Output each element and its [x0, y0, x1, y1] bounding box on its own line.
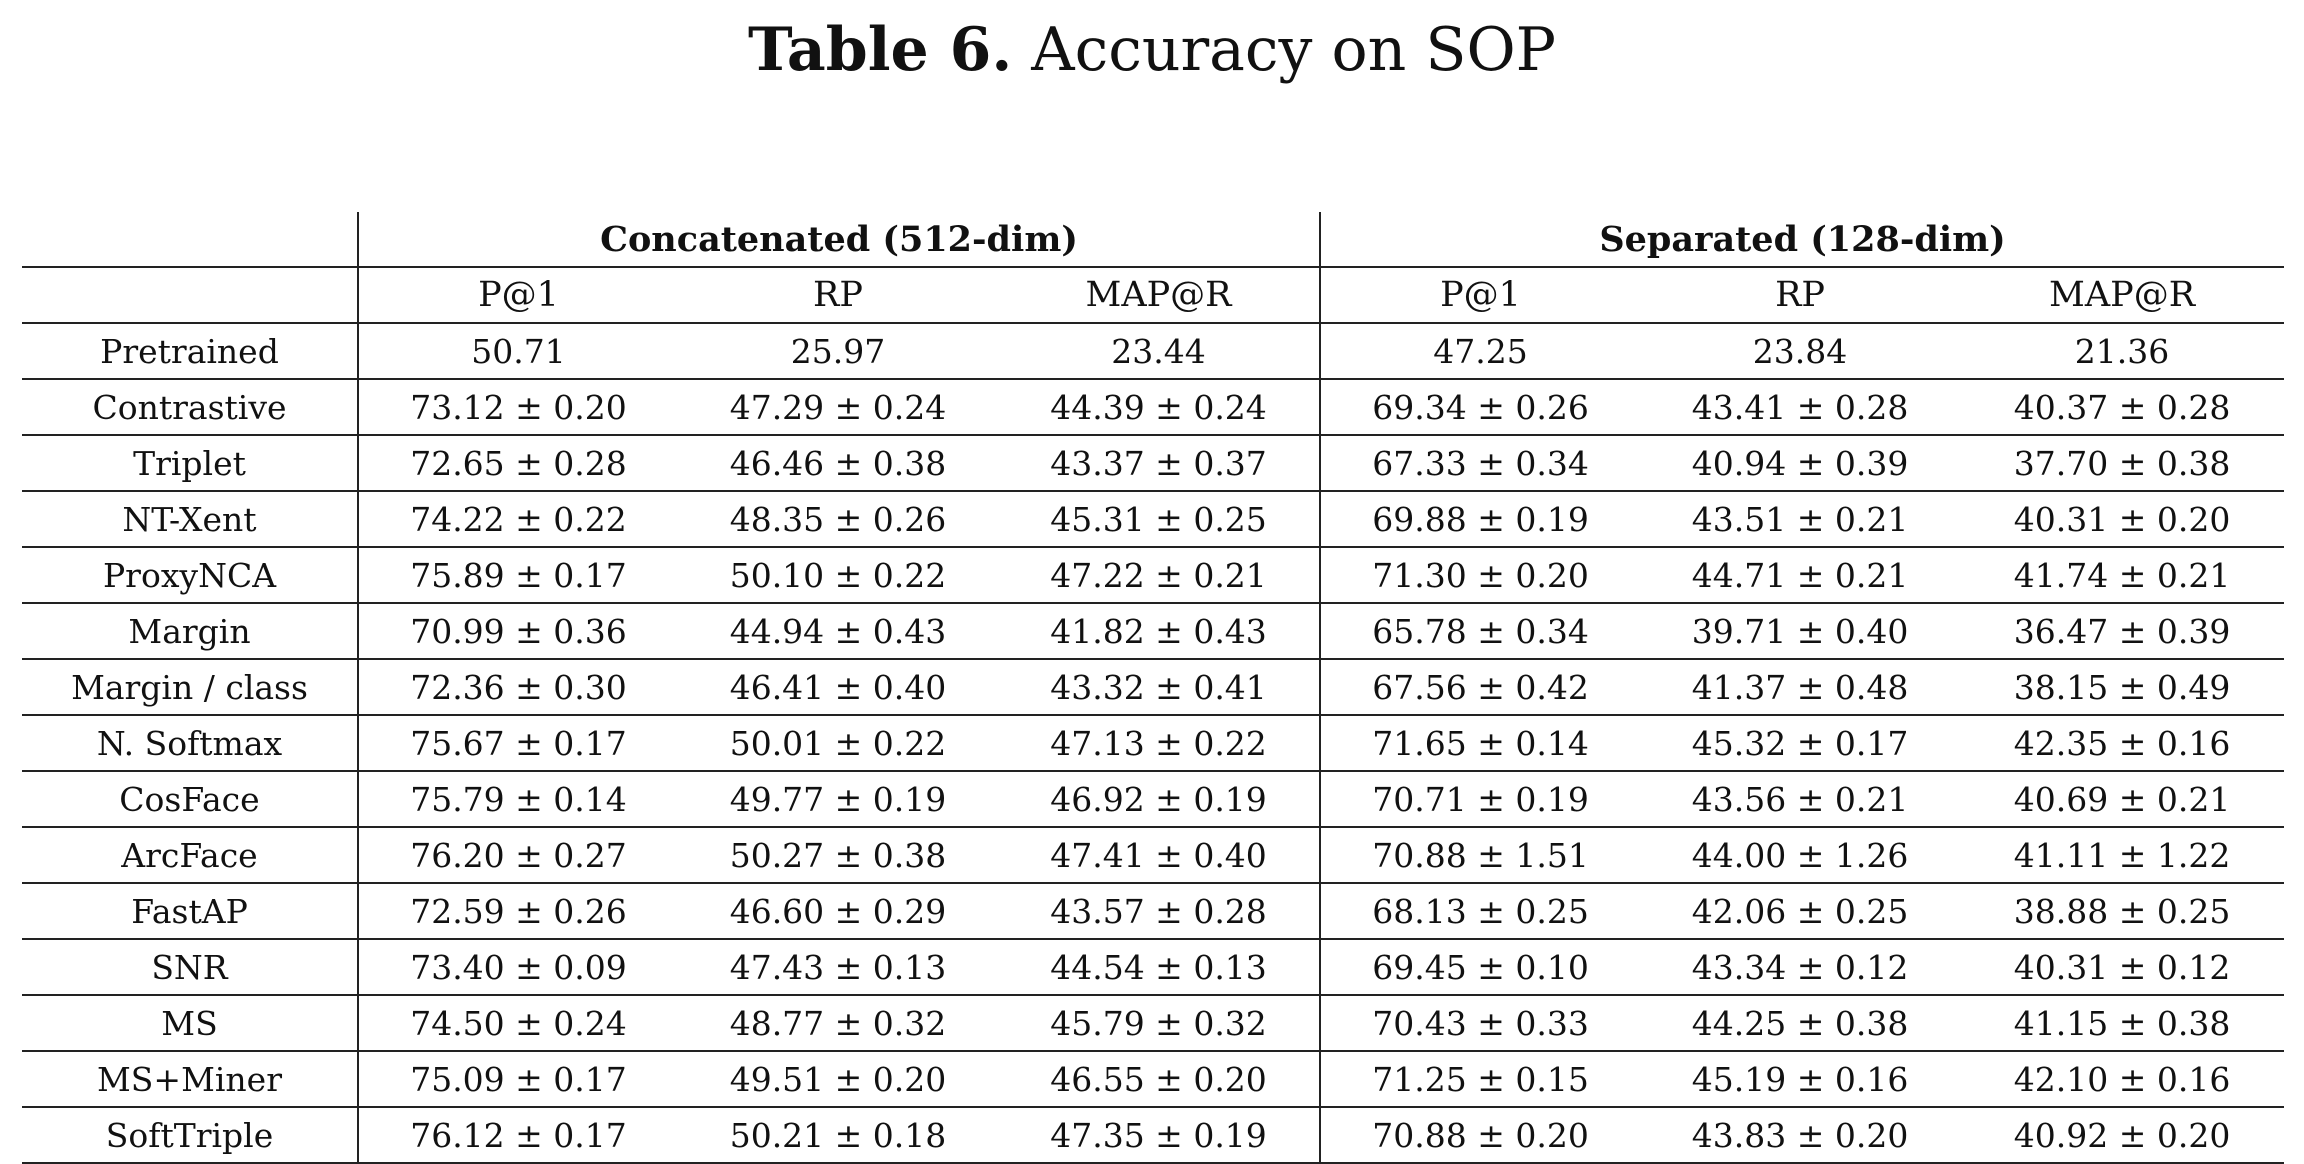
value-cell-concat-p1: 72.59 ± 0.26 — [358, 883, 678, 939]
value-cell-concat-rp: 48.77 ± 0.32 — [678, 995, 998, 1051]
value-cell-concat-p1: 75.09 ± 0.17 — [358, 1051, 678, 1107]
value-cell-concat-p1: 76.12 ± 0.17 — [358, 1107, 678, 1163]
value-cell-concat-rp: 46.41 ± 0.40 — [678, 659, 998, 715]
metric-header-row — [22, 267, 2284, 323]
value-cell-concat-rp: 50.21 ± 0.18 — [678, 1107, 998, 1163]
value-cell-sep-rp: 43.56 ± 0.21 — [1640, 771, 1960, 827]
col-header-sep-p1: P@1 — [1320, 267, 1640, 323]
value-cell-sep-rp: 40.94 ± 0.39 — [1640, 435, 1960, 491]
method-cell: ProxyNCA — [22, 547, 358, 603]
value-cell-sep-mapr: 40.31 ± 0.20 — [1960, 491, 2284, 547]
value-cell-sep-p1: 69.34 ± 0.26 — [1320, 379, 1640, 435]
value-cell-sep-mapr: 41.11 ± 1.22 — [1960, 827, 2284, 883]
value-cell-sep-rp: 39.71 ± 0.40 — [1640, 603, 1960, 659]
table-row — [22, 659, 2284, 715]
value-cell-sep-mapr: 40.31 ± 0.12 — [1960, 939, 2284, 995]
value-cell-sep-p1: 71.30 ± 0.20 — [1320, 547, 1640, 603]
method-cell: SNR — [22, 939, 358, 995]
value-cell-concat-mapr: 23.44 — [998, 323, 1320, 379]
col-header-concat-p1: P@1 — [358, 267, 678, 323]
value-cell-concat-rp: 49.51 ± 0.20 — [678, 1051, 998, 1107]
value-cell-concat-mapr: 44.39 ± 0.24 — [998, 379, 1320, 435]
value-cell-concat-p1: 75.67 ± 0.17 — [358, 715, 678, 771]
table-row — [22, 379, 2284, 435]
method-cell: Margin / class — [22, 659, 358, 715]
group-header-row — [22, 212, 2284, 267]
value-cell-concat-mapr: 45.31 ± 0.25 — [998, 491, 1320, 547]
method-cell: MS — [22, 995, 358, 1051]
method-cell: Triplet — [22, 435, 358, 491]
table-row — [22, 827, 2284, 883]
method-cell: CosFace — [22, 771, 358, 827]
value-cell-concat-p1: 50.71 — [358, 323, 678, 379]
method-header-cell — [22, 267, 358, 323]
value-cell-sep-rp: 23.84 — [1640, 323, 1960, 379]
value-cell-concat-p1: 76.20 ± 0.27 — [358, 827, 678, 883]
value-cell-sep-p1: 68.13 ± 0.25 — [1320, 883, 1640, 939]
value-cell-concat-p1: 75.89 ± 0.17 — [358, 547, 678, 603]
table-row — [22, 435, 2284, 491]
value-cell-sep-mapr: 42.35 ± 0.16 — [1960, 715, 2284, 771]
value-cell-sep-mapr: 38.88 ± 0.25 — [1960, 883, 2284, 939]
value-cell-sep-p1: 71.25 ± 0.15 — [1320, 1051, 1640, 1107]
table-row — [22, 995, 2284, 1051]
value-cell-sep-p1: 47.25 — [1320, 323, 1640, 379]
col-header-concat-rp: RP — [678, 267, 998, 323]
method-cell: N. Softmax — [22, 715, 358, 771]
value-cell-concat-mapr: 47.13 ± 0.22 — [998, 715, 1320, 771]
value-cell-sep-rp: 43.51 ± 0.21 — [1640, 491, 1960, 547]
value-cell-concat-mapr: 44.54 ± 0.13 — [998, 939, 1320, 995]
col-header-concat-mapr: MAP@R — [998, 267, 1320, 323]
table-row — [22, 715, 2284, 771]
value-cell-sep-rp: 44.00 ± 1.26 — [1640, 827, 1960, 883]
method-cell: MS+Miner — [22, 1051, 358, 1107]
method-cell: SoftTriple — [22, 1107, 358, 1163]
value-cell-concat-p1: 73.12 ± 0.20 — [358, 379, 678, 435]
value-cell-sep-mapr: 36.47 ± 0.39 — [1960, 603, 2284, 659]
value-cell-sep-mapr: 40.37 ± 0.28 — [1960, 379, 2284, 435]
table-caption — [0, 14, 2304, 86]
value-cell-concat-rp: 25.97 — [678, 323, 998, 379]
value-cell-sep-rp: 42.06 ± 0.25 — [1640, 883, 1960, 939]
value-cell-sep-rp: 41.37 ± 0.48 — [1640, 659, 1960, 715]
value-cell-concat-p1: 74.22 ± 0.22 — [358, 491, 678, 547]
table-row — [22, 547, 2284, 603]
table-row — [22, 603, 2284, 659]
value-cell-sep-rp: 43.41 ± 0.28 — [1640, 379, 1960, 435]
caption-text: Accuracy on SOP — [1031, 15, 1557, 85]
value-cell-sep-p1: 70.71 ± 0.19 — [1320, 771, 1640, 827]
value-cell-sep-rp: 45.19 ± 0.16 — [1640, 1051, 1960, 1107]
value-cell-concat-mapr: 43.37 ± 0.37 — [998, 435, 1320, 491]
value-cell-concat-rp: 50.27 ± 0.38 — [678, 827, 998, 883]
table-row — [22, 323, 2284, 379]
method-cell: Pretrained — [22, 323, 358, 379]
value-cell-concat-rp: 47.29 ± 0.24 — [678, 379, 998, 435]
value-cell-sep-mapr: 37.70 ± 0.38 — [1960, 435, 2284, 491]
value-cell-sep-rp: 44.71 ± 0.21 — [1640, 547, 1960, 603]
value-cell-concat-p1: 75.79 ± 0.14 — [358, 771, 678, 827]
value-cell-sep-mapr: 40.69 ± 0.21 — [1960, 771, 2284, 827]
value-cell-concat-rp: 47.43 ± 0.13 — [678, 939, 998, 995]
value-cell-concat-mapr: 47.35 ± 0.19 — [998, 1107, 1320, 1163]
value-cell-concat-mapr: 43.57 ± 0.28 — [998, 883, 1320, 939]
value-cell-concat-rp: 49.77 ± 0.19 — [678, 771, 998, 827]
caption-label: Table 6. — [747, 15, 1013, 85]
corner-cell — [22, 212, 358, 267]
value-cell-sep-mapr: 40.92 ± 0.20 — [1960, 1107, 2284, 1163]
value-cell-concat-mapr: 41.82 ± 0.43 — [998, 603, 1320, 659]
value-cell-concat-p1: 72.36 ± 0.30 — [358, 659, 678, 715]
value-cell-sep-p1: 69.88 ± 0.19 — [1320, 491, 1640, 547]
group-header-separated: Separated (128-dim) — [1320, 212, 2284, 267]
results-table — [22, 212, 2284, 1164]
value-cell-concat-p1: 74.50 ± 0.24 — [358, 995, 678, 1051]
value-cell-sep-rp: 44.25 ± 0.38 — [1640, 995, 1960, 1051]
value-cell-concat-mapr: 46.55 ± 0.20 — [998, 1051, 1320, 1107]
col-header-sep-rp: RP — [1640, 267, 1960, 323]
table-row — [22, 1051, 2284, 1107]
value-cell-sep-p1: 67.56 ± 0.42 — [1320, 659, 1640, 715]
table-row — [22, 771, 2284, 827]
value-cell-concat-p1: 73.40 ± 0.09 — [358, 939, 678, 995]
value-cell-concat-p1: 70.99 ± 0.36 — [358, 603, 678, 659]
value-cell-sep-rp: 45.32 ± 0.17 — [1640, 715, 1960, 771]
table-row — [22, 883, 2284, 939]
value-cell-concat-mapr: 45.79 ± 0.32 — [998, 995, 1320, 1051]
col-header-sep-mapr: MAP@R — [1960, 267, 2284, 323]
value-cell-sep-p1: 69.45 ± 0.10 — [1320, 939, 1640, 995]
method-cell: FastAP — [22, 883, 358, 939]
value-cell-concat-mapr: 47.22 ± 0.21 — [998, 547, 1320, 603]
value-cell-concat-mapr: 46.92 ± 0.19 — [998, 771, 1320, 827]
method-cell: NT-Xent — [22, 491, 358, 547]
value-cell-concat-mapr: 43.32 ± 0.41 — [998, 659, 1320, 715]
value-cell-sep-mapr: 41.74 ± 0.21 — [1960, 547, 2284, 603]
value-cell-sep-mapr: 41.15 ± 0.38 — [1960, 995, 2284, 1051]
table-row — [22, 939, 2284, 995]
value-cell-sep-p1: 67.33 ± 0.34 — [1320, 435, 1640, 491]
value-cell-sep-mapr: 21.36 — [1960, 323, 2284, 379]
value-cell-concat-rp: 46.60 ± 0.29 — [678, 883, 998, 939]
table-row — [22, 491, 2284, 547]
value-cell-concat-rp: 44.94 ± 0.43 — [678, 603, 998, 659]
value-cell-sep-rp: 43.83 ± 0.20 — [1640, 1107, 1960, 1163]
value-cell-sep-p1: 65.78 ± 0.34 — [1320, 603, 1640, 659]
value-cell-sep-p1: 70.43 ± 0.33 — [1320, 995, 1640, 1051]
value-cell-sep-p1: 71.65 ± 0.14 — [1320, 715, 1640, 771]
value-cell-sep-p1: 70.88 ± 1.51 — [1320, 827, 1640, 883]
value-cell-concat-rp: 48.35 ± 0.26 — [678, 491, 998, 547]
value-cell-concat-p1: 72.65 ± 0.28 — [358, 435, 678, 491]
value-cell-sep-mapr: 42.10 ± 0.16 — [1960, 1051, 2284, 1107]
value-cell-sep-p1: 70.88 ± 0.20 — [1320, 1107, 1640, 1163]
value-cell-concat-mapr: 47.41 ± 0.40 — [998, 827, 1320, 883]
table-row — [22, 1107, 2284, 1163]
value-cell-concat-rp: 50.10 ± 0.22 — [678, 547, 998, 603]
value-cell-concat-rp: 46.46 ± 0.38 — [678, 435, 998, 491]
value-cell-sep-mapr: 38.15 ± 0.49 — [1960, 659, 2284, 715]
value-cell-sep-rp: 43.34 ± 0.12 — [1640, 939, 1960, 995]
group-header-concatenated: Concatenated (512-dim) — [358, 212, 1320, 267]
method-cell: ArcFace — [22, 827, 358, 883]
method-cell: Margin — [22, 603, 358, 659]
value-cell-concat-rp: 50.01 ± 0.22 — [678, 715, 998, 771]
method-cell: Contrastive — [22, 379, 358, 435]
